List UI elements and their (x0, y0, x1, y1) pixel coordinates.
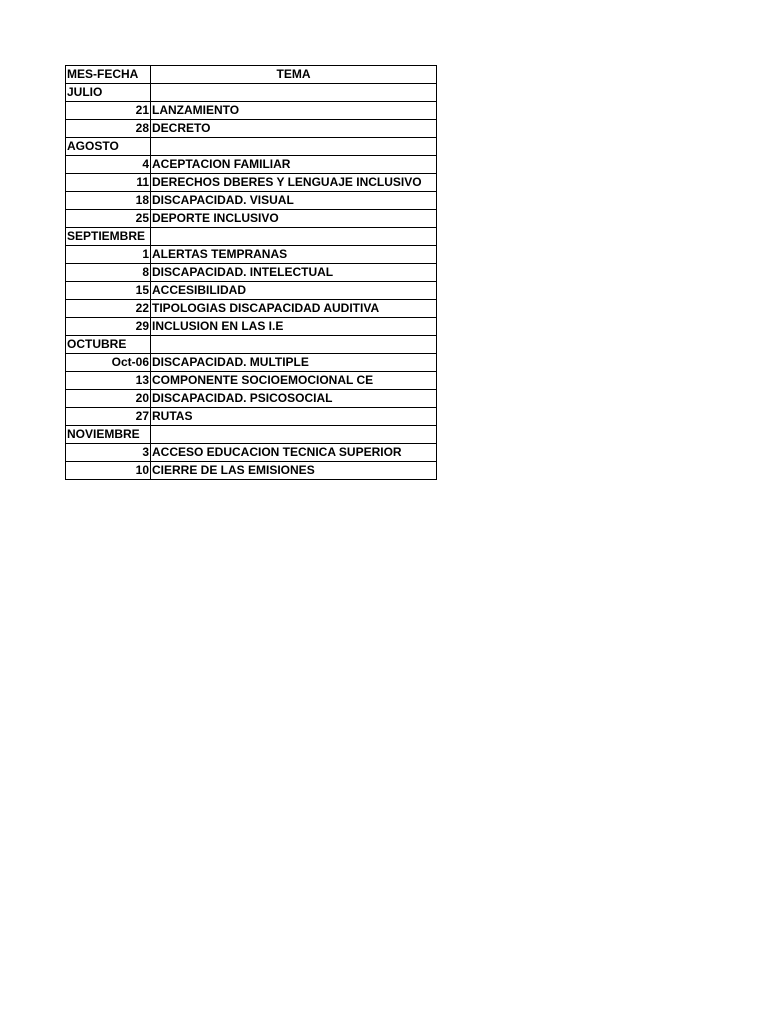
topic-cell: DISCAPACIDAD. MULTIPLE (151, 354, 437, 372)
table-row (66, 246, 437, 264)
topic-cell: ACCESO EDUCACION TECNICA SUPERIOR (151, 444, 437, 462)
topic-cell: DISCAPACIDAD. VISUAL (151, 192, 437, 210)
date-cell: 8 (66, 264, 151, 282)
month-label: AGOSTO (66, 138, 151, 156)
date-cell: 20 (66, 390, 151, 408)
date-cell: 28 (66, 120, 151, 138)
schedule-table (65, 65, 437, 480)
empty-cell (151, 426, 437, 444)
topic-cell: TIPOLOGIAS DISCAPACIDAD AUDITIVA (151, 300, 437, 318)
table-row (66, 354, 437, 372)
table-body (66, 84, 437, 480)
table-row (66, 408, 437, 426)
table-row (66, 264, 437, 282)
table-row (66, 210, 437, 228)
topic-cell: CIERRE DE LAS EMISIONES (151, 462, 437, 480)
date-cell: 21 (66, 102, 151, 120)
topic-cell: DEPORTE INCLUSIVO (151, 210, 437, 228)
topic-cell: DISCAPACIDAD. INTELECTUAL (151, 264, 437, 282)
date-cell: 13 (66, 372, 151, 390)
topic-cell: DERECHOS DBERES Y LENGUAJE INCLUSIVO (151, 174, 437, 192)
date-cell: 18 (66, 192, 151, 210)
month-row (66, 228, 437, 246)
table-row (66, 372, 437, 390)
date-cell: 29 (66, 318, 151, 336)
empty-cell (151, 228, 437, 246)
table-row (66, 282, 437, 300)
date-cell: 11 (66, 174, 151, 192)
header-row (66, 66, 437, 84)
table-row (66, 156, 437, 174)
month-label: JULIO (66, 84, 151, 102)
topic-cell: LANZAMIENTO (151, 102, 437, 120)
column-header-date: MES-FECHA (66, 66, 151, 84)
empty-cell (151, 336, 437, 354)
table-row (66, 390, 437, 408)
topic-cell: DISCAPACIDAD. PSICOSOCIAL (151, 390, 437, 408)
column-header-topic: TEMA (151, 66, 437, 84)
topic-cell: DECRETO (151, 120, 437, 138)
month-label: NOVIEMBRE (66, 426, 151, 444)
empty-cell (151, 84, 437, 102)
table-row (66, 192, 437, 210)
table-row (66, 300, 437, 318)
topic-cell: RUTAS (151, 408, 437, 426)
table-header (66, 66, 437, 84)
topic-cell: ACEPTACION FAMILIAR (151, 156, 437, 174)
table-row (66, 174, 437, 192)
date-cell: 15 (66, 282, 151, 300)
date-cell: 27 (66, 408, 151, 426)
month-row (66, 336, 437, 354)
month-row (66, 84, 437, 102)
date-cell: 25 (66, 210, 151, 228)
table-row (66, 444, 437, 462)
date-cell: 10 (66, 462, 151, 480)
month-row (66, 138, 437, 156)
month-label: OCTUBRE (66, 336, 151, 354)
topic-cell: COMPONENTE SOCIOEMOCIONAL CE (151, 372, 437, 390)
date-cell: Oct-06 (66, 354, 151, 372)
date-cell: 22 (66, 300, 151, 318)
month-label: SEPTIEMBRE (66, 228, 151, 246)
table-row (66, 102, 437, 120)
table-row (66, 120, 437, 138)
table-row (66, 318, 437, 336)
topic-cell: INCLUSION EN LAS I.E (151, 318, 437, 336)
empty-cell (151, 138, 437, 156)
date-cell: 4 (66, 156, 151, 174)
topic-cell: ALERTAS TEMPRANAS (151, 246, 437, 264)
date-cell: 3 (66, 444, 151, 462)
table-row (66, 462, 437, 480)
date-cell: 1 (66, 246, 151, 264)
topic-cell: ACCESIBILIDAD (151, 282, 437, 300)
month-row (66, 426, 437, 444)
